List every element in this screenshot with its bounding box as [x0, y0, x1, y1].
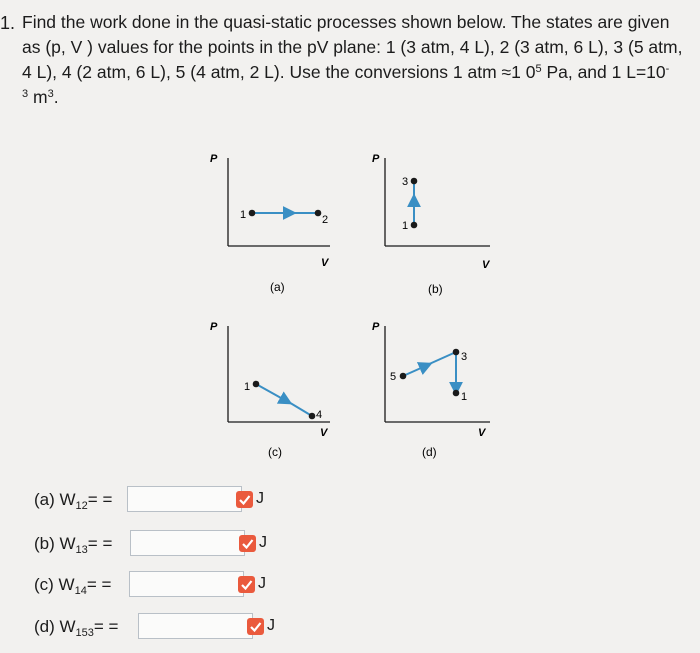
- answer-row-d: [34, 613, 130, 641]
- graph-c-process-arrow: [256, 384, 290, 403]
- graph-b: [372, 153, 491, 296]
- graph-b-caption: (b): [428, 282, 443, 296]
- answer-label-d: (d) $W_{153}=$ =: [34, 617, 119, 639]
- graph-b-point-3-label: 3: [402, 176, 409, 188]
- graph-d-process-arrow-53: [403, 364, 430, 376]
- graph-c: [210, 321, 330, 459]
- graph-c-caption: (c): [268, 445, 282, 459]
- unit-label-a: J: [256, 490, 264, 507]
- graph-d: [372, 321, 490, 459]
- unit-label-d: J: [267, 617, 275, 634]
- graph-d-point-1: [453, 390, 460, 397]
- graph-a-point-2-label: 2: [322, 214, 329, 226]
- graph-d-v-axis-label: V: [478, 427, 486, 439]
- problem-line-2: as (p, V ) values for the points in the pV plane: 1 (3 atm, 4 L), 2 (3 atm, 6 L), 3 (5 atm,: [22, 37, 683, 57]
- graph-a-v-axis-label: V: [321, 257, 329, 269]
- unit-label-c: J: [258, 575, 266, 592]
- check-badge-icon: [238, 576, 255, 593]
- graph-c-point-1-label: 1: [244, 381, 251, 393]
- graph-b-v-axis-label: V: [482, 259, 490, 271]
- graph-a-point-2: [315, 210, 322, 217]
- graph-d-caption: (d): [422, 445, 437, 459]
- graph-c-point-1: [253, 381, 260, 388]
- graph-d-point-5: [400, 373, 407, 380]
- graph-b-point-1-label: 1: [402, 220, 409, 232]
- graph-b-p-axis-label: P: [372, 153, 380, 165]
- check-badge-icon: [236, 491, 253, 508]
- answer-label-b: (b) $W_{13}=$ =: [34, 534, 113, 556]
- graph-d-point-3: [453, 349, 460, 356]
- problem-number: 1.: [0, 13, 16, 33]
- answer-input-b[interactable]: [130, 530, 245, 556]
- problem-line-1: Find the work done in the quasi-static processes shown below. The states are given: [22, 12, 670, 32]
- check-badge-icon: [247, 618, 264, 635]
- graph-d-point-5-label: 5: [390, 371, 397, 383]
- graph-a-p-axis-label: P: [210, 153, 218, 165]
- check-badge-icon: [239, 535, 256, 552]
- graph-b-point-1: [411, 222, 418, 229]
- graph-d-point-3-label: 3: [461, 351, 468, 363]
- answer-label-a: (a) $W_{12}=$ =: [34, 490, 113, 512]
- answer-row-a: [34, 486, 130, 514]
- answer-input-a[interactable]: [127, 486, 242, 512]
- answer-row-b: [34, 530, 130, 558]
- graph-a-point-1-label: 1: [240, 209, 247, 221]
- unit-label-b: J: [259, 534, 267, 551]
- graph-a-point-1: [249, 210, 256, 217]
- graph-c-point-4: [309, 413, 316, 420]
- graph-c-v-axis-label: V: [320, 427, 328, 439]
- graph-a-caption: (a): [270, 280, 285, 294]
- graph-c-p-axis-label: P: [210, 321, 218, 333]
- problem-line-4: $^3$ $m^3$.: [22, 87, 59, 107]
- graph-d-p-axis-label: P: [372, 321, 380, 333]
- answer-input-d[interactable]: [138, 613, 253, 639]
- graph-d-point-1-label: 1: [461, 391, 468, 403]
- graph-b-point-3: [411, 178, 418, 185]
- graph-c-point-4-label: 4: [316, 409, 323, 421]
- answer-input-c[interactable]: [129, 571, 244, 597]
- graph-a: [210, 153, 330, 294]
- problem-line-3: 4 L), 4 (2 atm, 6 L), 5 (4 atm, 2 L). Use the conversions 1 atm ≈1 $0^5$ Pa, and 1 L=10-: [22, 62, 670, 82]
- answer-label-c: (c) $W_{14}=$ =: [34, 575, 112, 597]
- answer-row-c: [34, 571, 130, 599]
